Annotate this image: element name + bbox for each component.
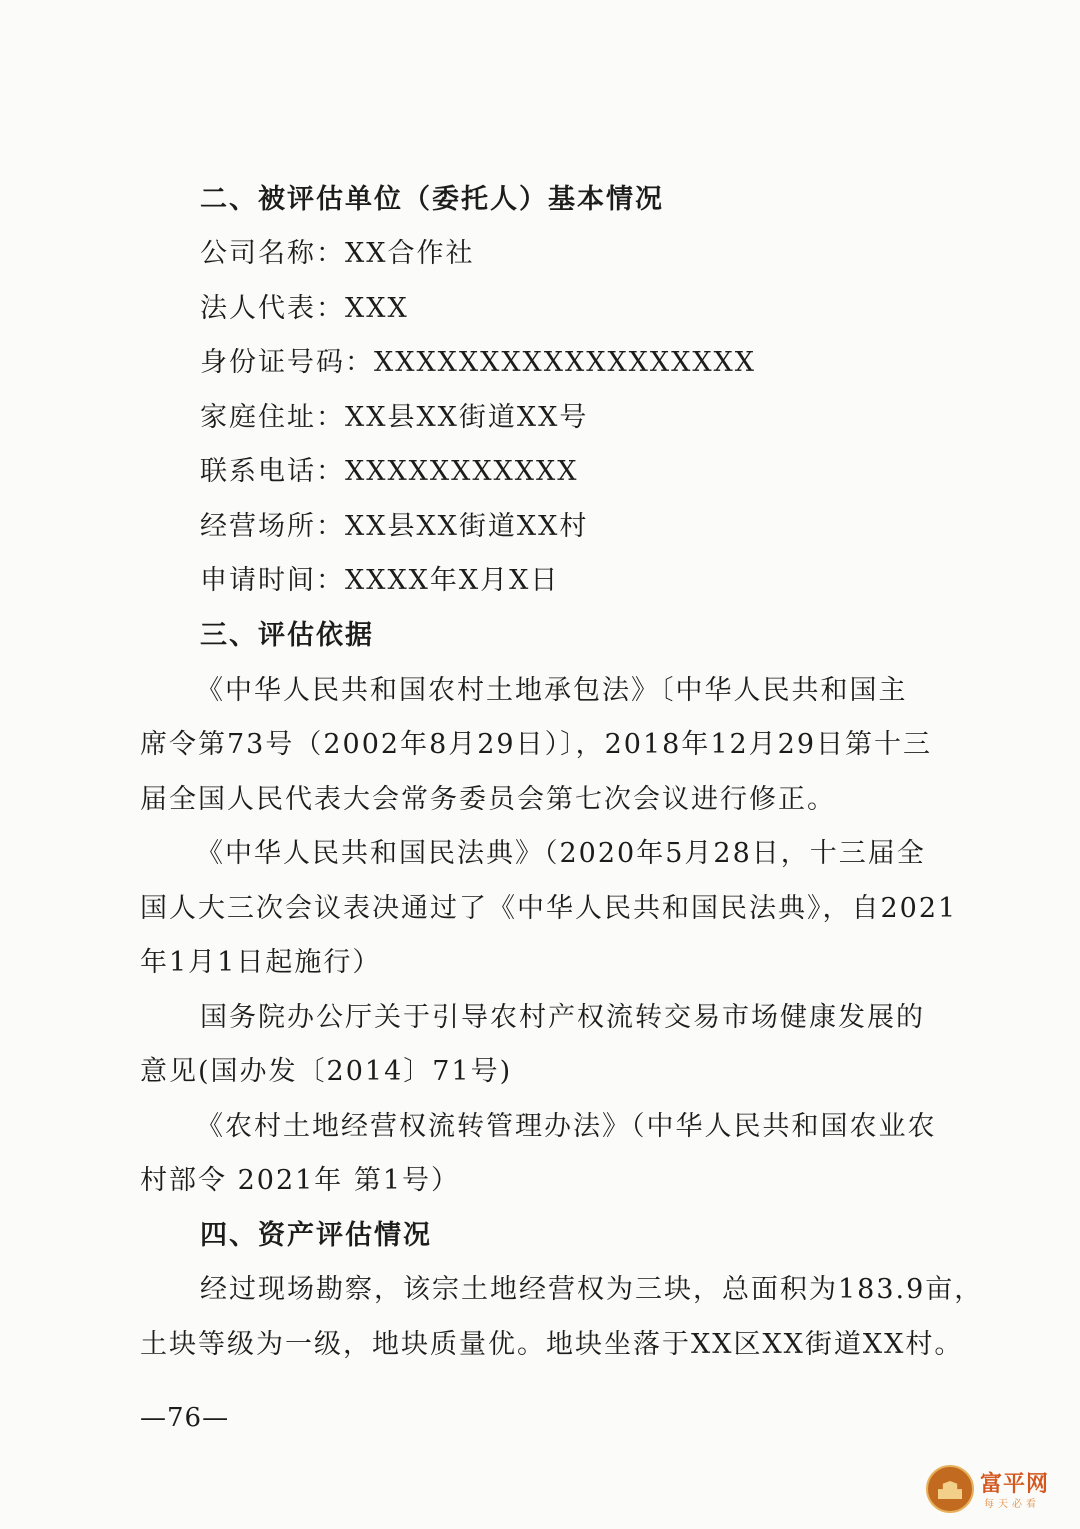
watermark-name: 富平网	[980, 1472, 1050, 1497]
info-apply-time: 申请时间：XXXX年X月X日	[200, 565, 560, 596]
section-heading-3: 三、评估依据	[200, 620, 374, 651]
building-logo-icon	[926, 1465, 974, 1513]
info-id-number: 身份证号码：XXXXXXXXXXXXXXXXXX	[200, 347, 756, 378]
info-phone: 联系电话：XXXXXXXXXXX	[200, 456, 579, 487]
basis-p3-line2: 意见(国办发〔2014〕71号)	[140, 1056, 513, 1087]
info-business-place: 经营场所：XX县XX街道XX村	[200, 511, 589, 542]
basis-p1-line1: 《中华人民共和国农村土地承包法》〔中华人民共和国主	[196, 675, 908, 706]
basis-p3-line1: 国务院办公厅关于引导农村产权流转交易市场健康发展的	[200, 1002, 925, 1033]
watermark-slogan: 每天必看	[984, 1499, 1040, 1510]
info-company: 公司名称：XX合作社	[200, 238, 475, 269]
assessment-line1: 经过现场勘察，该宗土地经营权为三块，总面积为183.9亩，	[200, 1274, 984, 1305]
site-watermark	[926, 1465, 1066, 1515]
page-number: —76—	[140, 1403, 230, 1433]
info-legal-rep: 法人代表：XXX	[200, 293, 409, 324]
info-address: 家庭住址：XX县XX街道XX号	[200, 402, 589, 433]
section-heading-4: 四、资产评估情况	[200, 1220, 432, 1251]
basis-p2-line2: 国人大三次会议表决通过了《中华人民共和国民法典》，自2021	[140, 893, 958, 924]
basis-p2-line1: 《中华人民共和国民法典》（2020年5月28日，十三届全	[196, 838, 926, 869]
assessment-line2: 土块等级为一级，地块质量优。地块坐落于XX区XX街道XX村。	[140, 1329, 964, 1360]
basis-p4-line2: 村部令 2021年 第1号）	[140, 1165, 461, 1196]
basis-p1-line3: 届全国人民代表大会常务委员会第七次会议进行修正。	[140, 784, 836, 815]
section-heading-2: 二、被评估单位（委托人）基本情况	[200, 184, 664, 215]
basis-p4-line1: 《农村土地经营权流转管理办法》（中华人民共和国农业农	[196, 1111, 937, 1142]
basis-p1-line2: 席令第73号（2002年8月29日）〕，2018年12月29日第十三	[140, 729, 933, 760]
basis-p2-line3: 年1月1日起施行）	[140, 947, 382, 978]
